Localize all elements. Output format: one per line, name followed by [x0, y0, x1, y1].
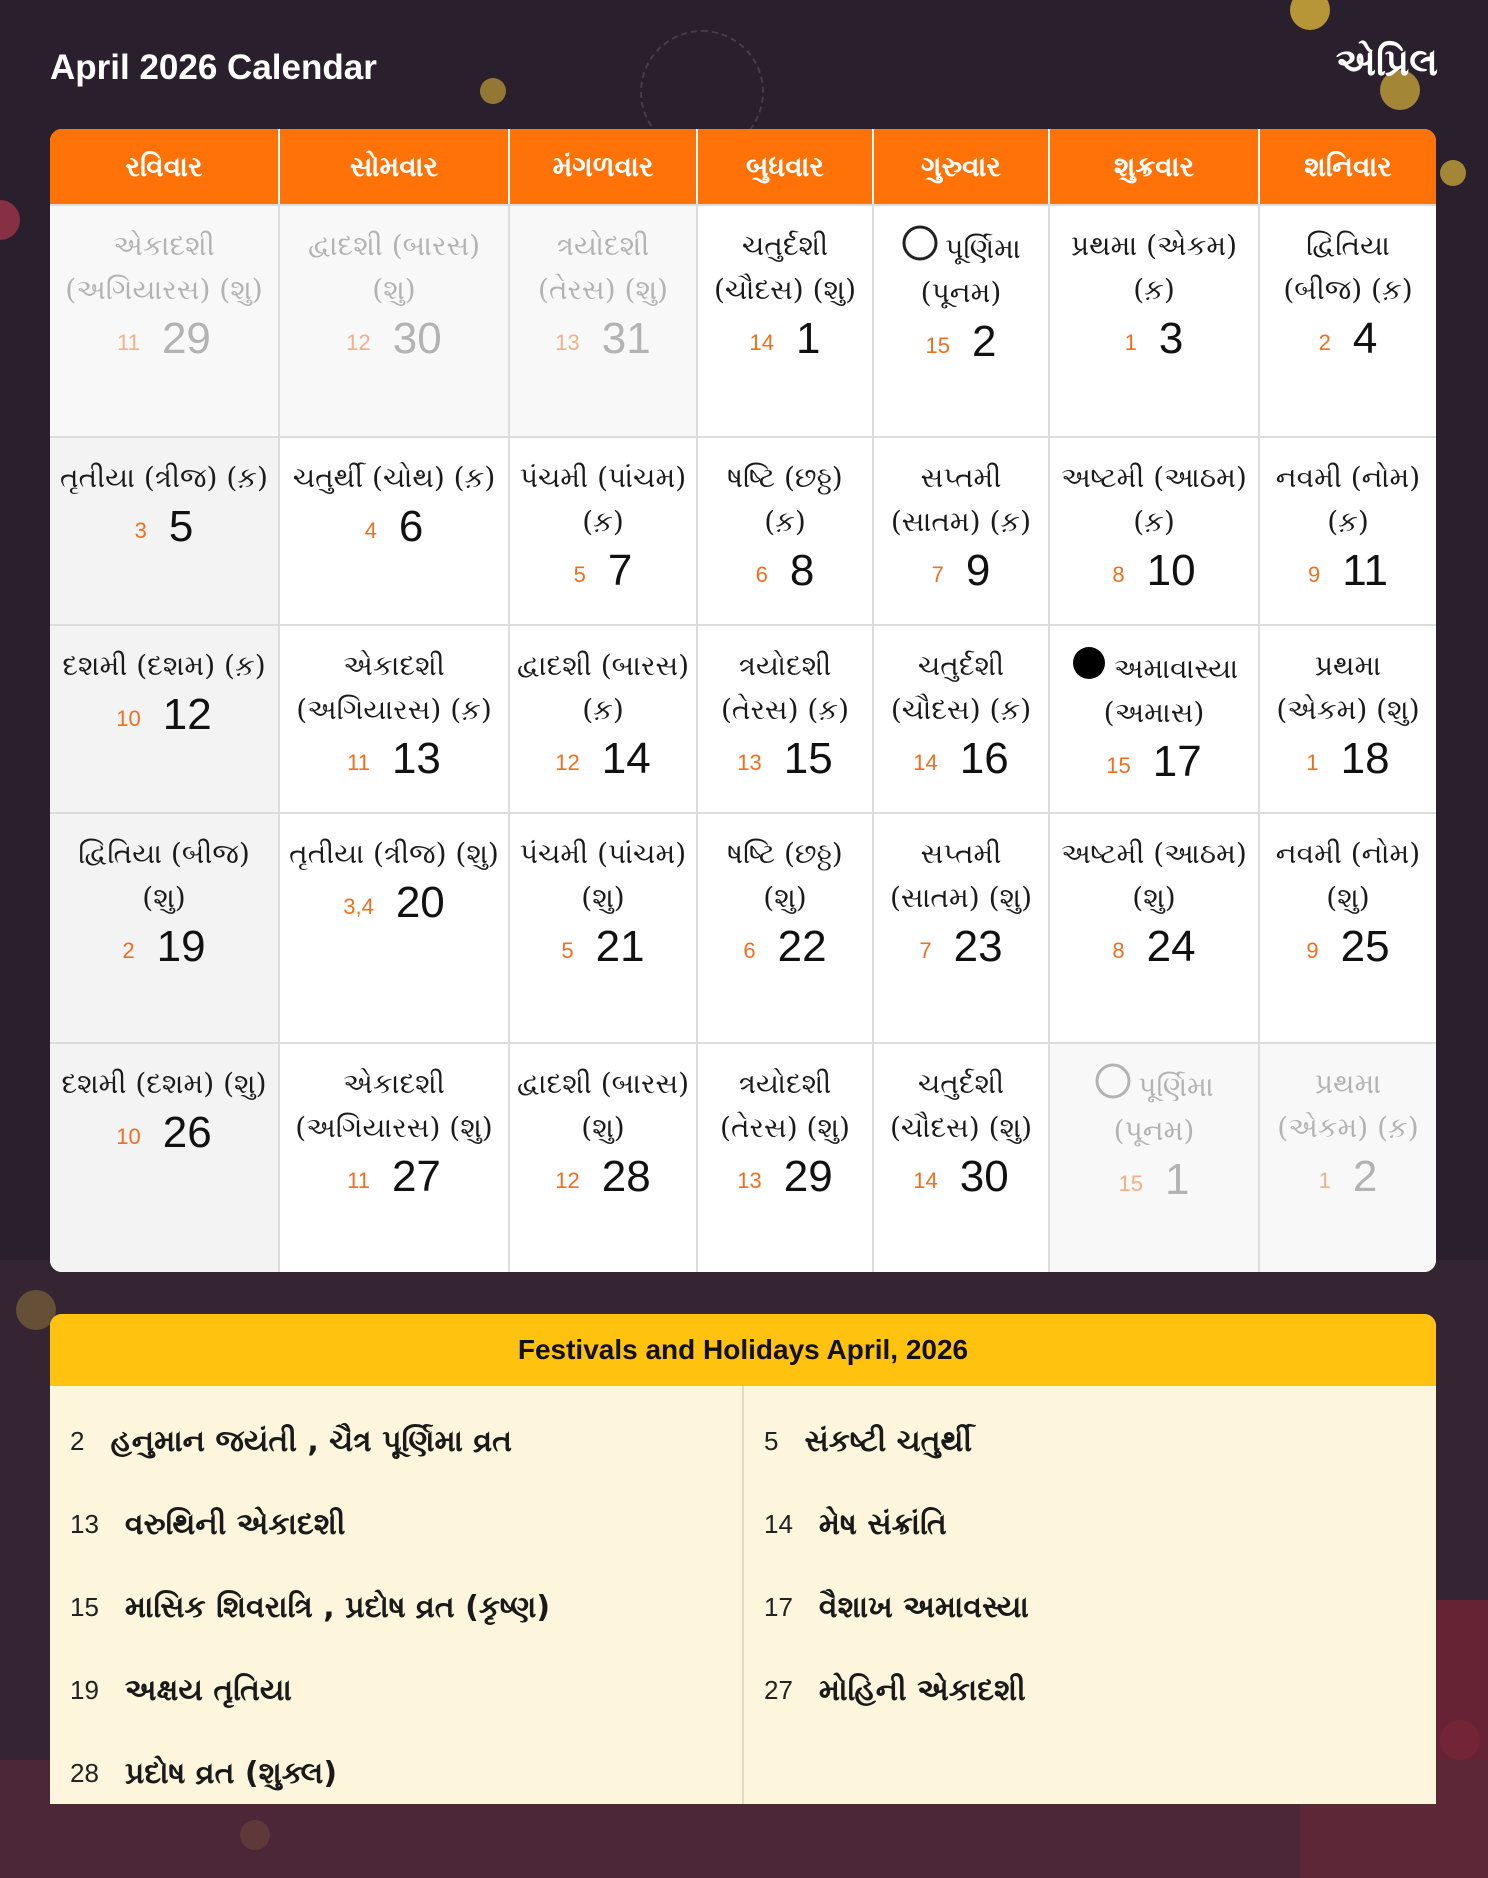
date-number: 15: [783, 734, 833, 783]
date-number: 8: [789, 546, 815, 595]
calendar-day-cell[interactable]: [1050, 438, 1260, 624]
weekday-header: શુક્રવાર: [1050, 129, 1260, 204]
tithi-text: નવમી (નોમ) (ક઼): [1275, 461, 1421, 538]
tithi-number: 5: [573, 562, 586, 587]
page-title: April 2026 Calendar: [50, 48, 377, 87]
date-number: 1: [1165, 1155, 1190, 1204]
tithi-number: 11: [117, 330, 140, 355]
tithi-label: [874, 644, 1048, 732]
festival-name: પ્રદોષ વ્રત (શુક્લ): [124, 1756, 338, 1791]
date-number: 11: [1342, 546, 1388, 595]
calendar-week-row: [50, 624, 1436, 812]
tithi-text: ચતુર્થી (ચોથ) (ક઼): [292, 461, 496, 494]
tithi-label: [510, 832, 696, 920]
calendar-day-cell[interactable]: [1050, 1044, 1260, 1272]
date-number: 31: [601, 314, 651, 363]
tithi-number: 8: [1112, 938, 1125, 963]
date-number: 1: [796, 314, 821, 363]
date-number: 12: [162, 690, 212, 739]
date-number: 6: [398, 502, 424, 551]
date-number: 17: [1152, 737, 1202, 786]
weekday-header: બુધવાર: [698, 129, 874, 204]
festival-item: [764, 1649, 1416, 1732]
festival-name: સંકષ્ટી ચતુર્થી: [804, 1424, 973, 1459]
tithi-label: [56, 644, 271, 688]
date-number: 2: [1352, 1152, 1378, 1201]
tithi-label: [698, 644, 872, 732]
date-number: 22: [777, 922, 827, 971]
calendar-day-cell[interactable]: [874, 206, 1050, 436]
calendar-day-cell[interactable]: [1260, 626, 1436, 812]
calendar-day-cell[interactable]: [874, 438, 1050, 624]
calendar-week-row: [50, 812, 1436, 1042]
tithi-label: [1050, 832, 1258, 920]
tithi-text: દ્વિતિયા (બીજ) (શુ): [78, 837, 250, 914]
tithi-number: 11: [347, 750, 370, 775]
festival-day: 27: [764, 1675, 793, 1705]
calendar-day-cell[interactable]: [698, 1044, 874, 1272]
tithi-label: [1050, 644, 1258, 735]
tithi-label: [698, 1062, 872, 1150]
tithi-number: 5: [561, 938, 574, 963]
calendar-day-cell[interactable]: [698, 814, 874, 1042]
calendar-day-cell[interactable]: [280, 1044, 510, 1272]
date-number: 2: [972, 317, 997, 366]
festival-day: 13: [70, 1509, 99, 1539]
calendar-day-cell[interactable]: [698, 438, 874, 624]
festivals-title: Festivals and Holidays April, 2026: [50, 1314, 1436, 1386]
calendar-day-cell[interactable]: [50, 1044, 280, 1272]
calendar-day-cell[interactable]: [1260, 814, 1436, 1042]
tithi-label: [280, 224, 508, 312]
calendar-grid: [50, 204, 1436, 1272]
festivals-panel: [50, 1314, 1436, 1804]
date-number: 18: [1340, 734, 1390, 783]
festival-day: 5: [764, 1426, 779, 1456]
tithi-text: પૂર્ણિમા (પૂનમ): [920, 232, 1021, 309]
date-number: 19: [156, 922, 206, 971]
tithi-number: 6: [743, 938, 756, 963]
festival-name: મેષ સંક્રાંતિ: [818, 1507, 947, 1542]
festival-item: [70, 1483, 722, 1566]
festival-day: 17: [764, 1592, 793, 1622]
tithi-label: [698, 456, 872, 544]
date-number: 24: [1146, 922, 1196, 971]
tithi-label: [510, 1062, 696, 1150]
tithi-label: [1260, 832, 1436, 920]
tithi-label: [280, 1062, 508, 1150]
calendar-day-cell[interactable]: [874, 814, 1050, 1042]
tithi-text: સપ્તમી (સાતમ) (ક઼): [890, 461, 1032, 538]
tithi-label: [1260, 224, 1436, 312]
calendar-day-cell[interactable]: [50, 438, 280, 624]
tithi-label: [1050, 224, 1258, 312]
tithi-label: [510, 456, 696, 544]
date-number: 20: [395, 878, 445, 927]
tithi-text: દ્વાદશી (બારસ) (શુ): [516, 1067, 690, 1144]
festivals-left-column: [50, 1386, 744, 1804]
new-moon-icon: [1070, 644, 1108, 682]
tithi-number: 1: [1124, 330, 1137, 355]
tithi-label: [1050, 456, 1258, 544]
calendar-day-cell[interactable]: [280, 206, 510, 436]
tithi-text: તૃતીયા (ત્રીજ) (શુ): [289, 837, 499, 870]
tithi-label: [510, 644, 696, 732]
festivals-right-column: [744, 1386, 1436, 1804]
calendar-week-row: [50, 204, 1436, 436]
date-number: 7: [607, 546, 633, 595]
calendar-week-row: [50, 1042, 1436, 1272]
tithi-label: [698, 224, 872, 312]
calendar-day-cell[interactable]: [50, 814, 280, 1042]
festival-day: 2: [70, 1426, 85, 1456]
date-number: 14: [601, 734, 651, 783]
weekday-header: સોમવાર: [280, 129, 510, 204]
festival-name: અક્ષય તૃતિયા: [124, 1673, 292, 1708]
festival-name: વૈશાખ અમાવસ્યા: [818, 1590, 1029, 1625]
calendar-day-cell[interactable]: [698, 626, 874, 812]
festival-item: [70, 1649, 722, 1732]
date-number: 29: [161, 314, 211, 363]
calendar-day-cell[interactable]: [50, 206, 280, 436]
festival-day: 28: [70, 1758, 99, 1788]
tithi-text: પ્રથમા (એકમ) (ક઼): [1070, 229, 1238, 306]
full-moon-icon: [1094, 1062, 1132, 1100]
tithi-text: ત્રયોદશી (તેરસ) (શુ): [538, 229, 668, 306]
festival-name: મોહિની એકાદશી: [818, 1673, 1026, 1708]
tithi-label: [874, 224, 1048, 315]
tithi-text: ચતુર્દશી (ચૌદસ) (શુ): [889, 1067, 1033, 1144]
tithi-text: અષ્ટમી (આઠમ) (ક઼): [1061, 461, 1247, 538]
date-number: 30: [392, 314, 442, 363]
tithi-text: દશમી (દશમ) (શુ): [61, 1067, 267, 1100]
date-number: 13: [391, 734, 441, 783]
tithi-text: એકાદશી (અગિયારસ) (શુ): [295, 1067, 493, 1144]
calendar-day-cell[interactable]: [510, 206, 698, 436]
tithi-label: [1260, 1062, 1436, 1150]
calendar-day-cell[interactable]: [1050, 626, 1260, 812]
weekday-header: ગુરુવાર: [874, 129, 1050, 204]
tithi-number: 14: [749, 330, 774, 355]
tithi-text: નવમી (નોમ) (શુ): [1275, 837, 1421, 914]
festival-name: વરુથિની એકાદશી: [124, 1507, 346, 1542]
tithi-number: 4: [364, 518, 377, 543]
tithi-number: 11: [347, 1168, 370, 1193]
tithi-label: [874, 456, 1048, 544]
tithi-text: ત્રયોદશી (તેરસ) (ક઼): [720, 649, 850, 726]
tithi-number: 15: [925, 333, 950, 358]
festival-day: 19: [70, 1675, 99, 1705]
tithi-number: 12: [555, 1168, 580, 1193]
calendar-week-row: [50, 436, 1436, 624]
tithi-text: પ્રથમા (એકમ) (ક઼): [1277, 1067, 1419, 1144]
festival-day: 14: [764, 1509, 793, 1539]
tithi-text: પૂર્ણિમા (પૂનમ): [1113, 1070, 1214, 1147]
tithi-number: 15: [1106, 753, 1131, 778]
calendar-day-cell[interactable]: [510, 438, 698, 624]
date-number: 3: [1158, 314, 1184, 363]
calendar-day-cell[interactable]: [510, 626, 698, 812]
tithi-label: [698, 832, 872, 920]
tithi-number: 9: [1306, 938, 1319, 963]
tithi-label: [510, 224, 696, 312]
tithi-text: એકાદશી (અગિયારસ) (શુ): [65, 229, 263, 306]
date-number: 23: [953, 922, 1003, 971]
festival-item: [764, 1400, 1416, 1483]
festival-item: [764, 1566, 1416, 1649]
tithi-number: 15: [1118, 1171, 1143, 1196]
month-name-gujarati: એપ્રિલ: [1335, 40, 1438, 84]
tithi-label: [50, 224, 278, 312]
festival-day: 15: [70, 1592, 99, 1622]
calendar-day-cell[interactable]: [1050, 814, 1260, 1042]
tithi-number: 6: [755, 562, 768, 587]
tithi-label: [283, 832, 505, 876]
calendar-day-cell[interactable]: [50, 626, 280, 812]
tithi-label: [874, 1062, 1048, 1150]
calendar-day-cell[interactable]: [510, 814, 698, 1042]
festival-item: [70, 1732, 722, 1804]
tithi-label: [1050, 1062, 1258, 1153]
calendar-day-cell[interactable]: [280, 438, 510, 624]
calendar-day-cell[interactable]: [1260, 206, 1436, 436]
tithi-text: ચતુર્દશી (ચૌદસ) (ક઼): [890, 649, 1032, 726]
tithi-number: 14: [913, 750, 938, 775]
tithi-number: 2: [1318, 330, 1331, 355]
festival-name: માસિક શિવરાત્રિ , પ્રદોષ વ્રત (કૃષ્ણ): [124, 1590, 551, 1625]
date-number: 21: [595, 922, 645, 971]
calendar-day-cell[interactable]: [510, 1044, 698, 1272]
month-calendar: [50, 129, 1436, 1272]
date-number: 16: [959, 734, 1009, 783]
calendar-day-cell[interactable]: [280, 814, 510, 1042]
tithi-text: અષ્ટમી (આઠમ) (શુ): [1061, 837, 1247, 914]
tithi-label: [874, 832, 1048, 920]
tithi-text: ત્રયોદશી (તેરસ) (શુ): [720, 1067, 850, 1144]
tithi-text: દશમી (દશમ) (ક઼): [62, 649, 266, 682]
calendar-day-cell[interactable]: [1260, 438, 1436, 624]
tithi-number: 12: [346, 330, 371, 355]
festival-item: [70, 1400, 722, 1483]
tithi-number: 1: [1306, 750, 1319, 775]
tithi-label: [1260, 644, 1436, 732]
tithi-label: [54, 456, 274, 500]
tithi-number: 7: [919, 938, 932, 963]
tithi-number: 14: [913, 1168, 938, 1193]
tithi-number: 12: [555, 750, 580, 775]
tithi-number: 3,4: [343, 894, 374, 919]
tithi-number: 10: [116, 706, 141, 731]
date-number: 5: [168, 502, 194, 551]
tithi-text: ચતુર્દશી (ચૌદસ) (શુ): [713, 229, 857, 306]
date-number: 28: [601, 1152, 651, 1201]
festival-item: [70, 1566, 722, 1649]
tithi-label: [280, 644, 508, 732]
tithi-text: પંચમી (પાંચમ) (શુ): [519, 837, 687, 914]
tithi-number: 13: [737, 750, 762, 775]
tithi-number: 13: [737, 1168, 762, 1193]
tithi-number: 10: [116, 1124, 141, 1149]
tithi-number: 1: [1318, 1168, 1331, 1193]
tithi-text: ષષ્ટિ (છઠ્ઠ) (શુ): [727, 837, 843, 914]
tithi-text: પ્રથમા (એકમ) (શુ): [1276, 649, 1420, 726]
tithi-label: [50, 832, 278, 920]
calendar-day-cell[interactable]: [874, 1044, 1050, 1272]
tithi-text: તૃતીયા (ત્રીજ) (ક઼): [60, 461, 268, 494]
calendar-day-cell[interactable]: [280, 626, 510, 812]
tithi-text: દ્વાદશી (બારસ) (શુ): [307, 229, 481, 306]
date-number: 25: [1340, 922, 1390, 971]
tithi-number: 3: [134, 518, 147, 543]
weekday-header-row: [50, 129, 1436, 204]
tithi-text: ષષ્ટિ (છઠ્ઠ) (ક઼): [727, 461, 843, 538]
tithi-label: [55, 1062, 272, 1106]
festival-item: [764, 1483, 1416, 1566]
date-number: 27: [391, 1152, 441, 1201]
tithi-label: [1260, 456, 1436, 544]
tithi-number: 2: [122, 938, 135, 963]
calendar-day-cell[interactable]: [1260, 1044, 1436, 1272]
festival-name: હનુમાન જયંતી , ચૈત્ર પૂર્ણિમા વ્રત: [110, 1424, 513, 1459]
full-moon-icon: [901, 224, 939, 262]
calendar-day-cell[interactable]: [874, 626, 1050, 812]
tithi-text: દ્વિતિયા (બીજ) (ક઼): [1283, 229, 1413, 306]
tithi-number: 13: [555, 330, 580, 355]
date-number: 26: [162, 1108, 212, 1157]
tithi-number: 9: [1308, 562, 1321, 587]
tithi-text: એકાદશી (અગિયારસ) (ક઼): [296, 649, 492, 726]
date-number: 9: [965, 546, 991, 595]
tithi-text: સપ્તમી (સાતમ) (શુ): [889, 837, 1033, 914]
tithi-text: પંચમી (પાંચમ) (ક઼): [519, 461, 687, 538]
date-number: 30: [959, 1152, 1009, 1201]
weekday-header: મંગળવાર: [510, 129, 698, 204]
weekday-header: શનિવાર: [1304, 149, 1392, 183]
date-number: 4: [1352, 314, 1378, 363]
tithi-number: 8: [1112, 562, 1125, 587]
weekday-header: રવિવાર: [50, 129, 280, 204]
tithi-text: અમાવાસ્યા (અમાસ): [1103, 652, 1239, 729]
date-number: 10: [1146, 546, 1196, 595]
tithi-number: 7: [931, 562, 944, 587]
calendar-day-cell[interactable]: [698, 206, 874, 436]
calendar-day-cell[interactable]: [1050, 206, 1260, 436]
tithi-label: [287, 456, 502, 500]
date-number: 29: [783, 1152, 833, 1201]
tithi-text: દ્વાદશી (બારસ) (ક઼): [516, 649, 690, 726]
